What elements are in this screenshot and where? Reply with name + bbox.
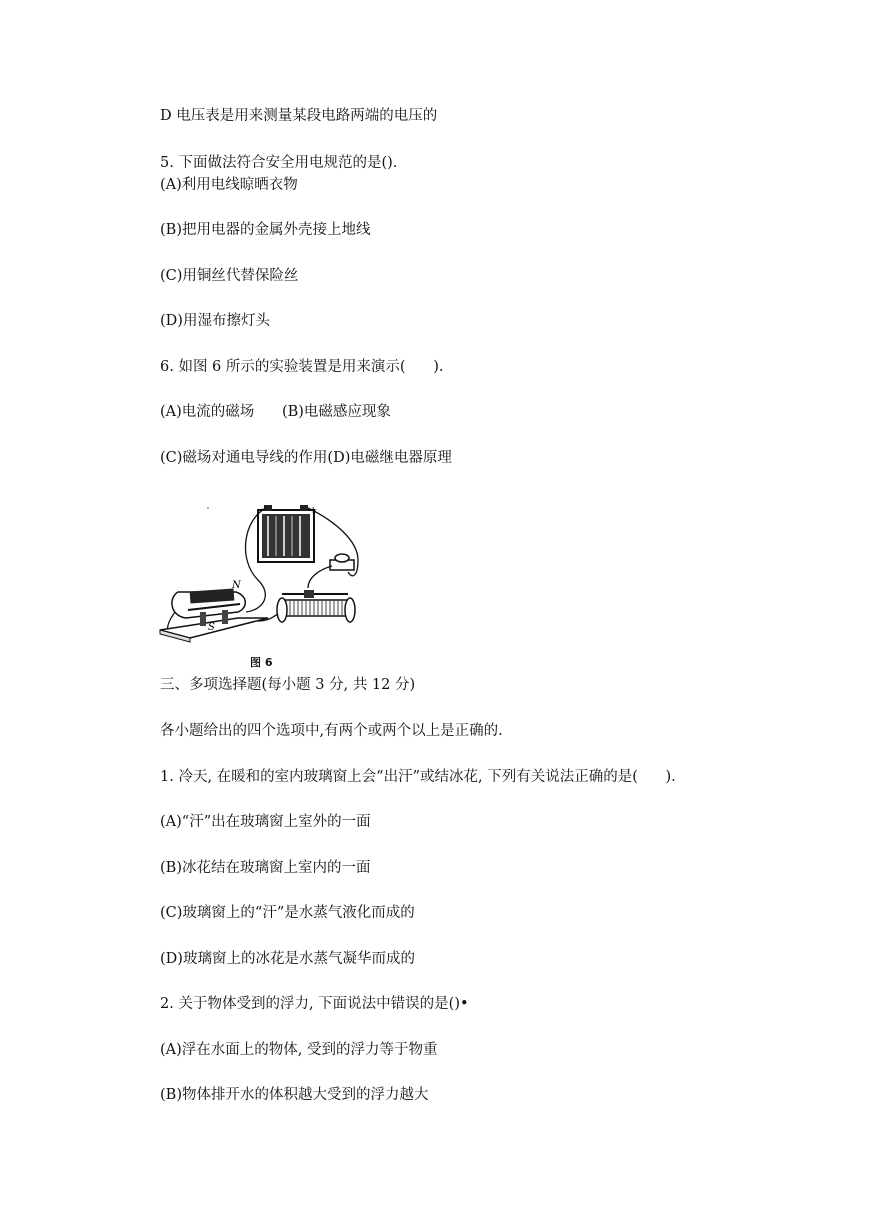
mq1-stem: 1. 冷天, 在暖和的室内玻璃窗上会“出汗”或结冰花, 下列有关说法正确的是( ). [160,769,676,785]
mq2-option-b: (B)物体排开水的体积越大受到的浮力越大 [160,1087,429,1103]
terminal-minus-label: - [261,504,265,515]
rheostat-icon [277,590,355,622]
question-5-stem: 5. 下面做法符合安全用电规范的是(). [160,155,398,171]
text-line: D 电压表是用来测量某段电路两端的电压的 [160,108,438,124]
mq2-option-a: (A)浮在水面上的物体, 受到的浮力等于物重 [160,1042,438,1058]
question-6-stem: 6. 如图 6 所示的实验装置是用来演示( ). [160,359,444,375]
magnet-icon [160,588,268,642]
mq1-option-d: (D)玻璃窗上的冰花是水蒸气凝华而成的 [160,951,415,967]
q6-options-ab: (A)电流的磁场 (B)电磁感应现象 [160,404,391,420]
section-3-heading: 三、多项选择题(每小题 3 分, 共 12 分) [160,677,416,693]
mq1-option-b: (B)冰花结在玻璃窗上室内的一面 [160,860,371,876]
figure-6-apparatus [158,500,368,650]
battery-icon [258,505,314,562]
figure-caption: 图 6 [250,656,273,669]
section-3-instructions: 各小题给出的四个选项中,有两个或两个以上是正确的. [160,723,503,739]
q5-option-d: (D)用湿布擦灯头 [160,313,270,329]
mq1-option-c: (C)玻璃窗上的“汗”是水蒸气液化而成的 [160,905,415,921]
mq1-option-a: (A)“汗”出在玻璃窗上室外的一面 [160,814,371,830]
north-pole-label: N [232,580,241,591]
terminal-plus-label: + [309,505,318,516]
q5-option-b: (B)把用电器的金属外壳接上地线 [160,222,371,238]
q5-option-c: (C)用铜丝代替保险丝 [160,268,299,284]
q5-option-a: (A)利用电线晾晒衣物 [160,177,298,193]
q6-options-cd: (C)磁场对通电导线的作用(D)电磁继电器原理 [160,450,452,466]
switch-icon [330,554,354,570]
mq2-stem: 2. 关于物体受到的浮力, 下面说法中错误的是()• [160,996,469,1012]
south-pole-label: S [208,622,215,633]
